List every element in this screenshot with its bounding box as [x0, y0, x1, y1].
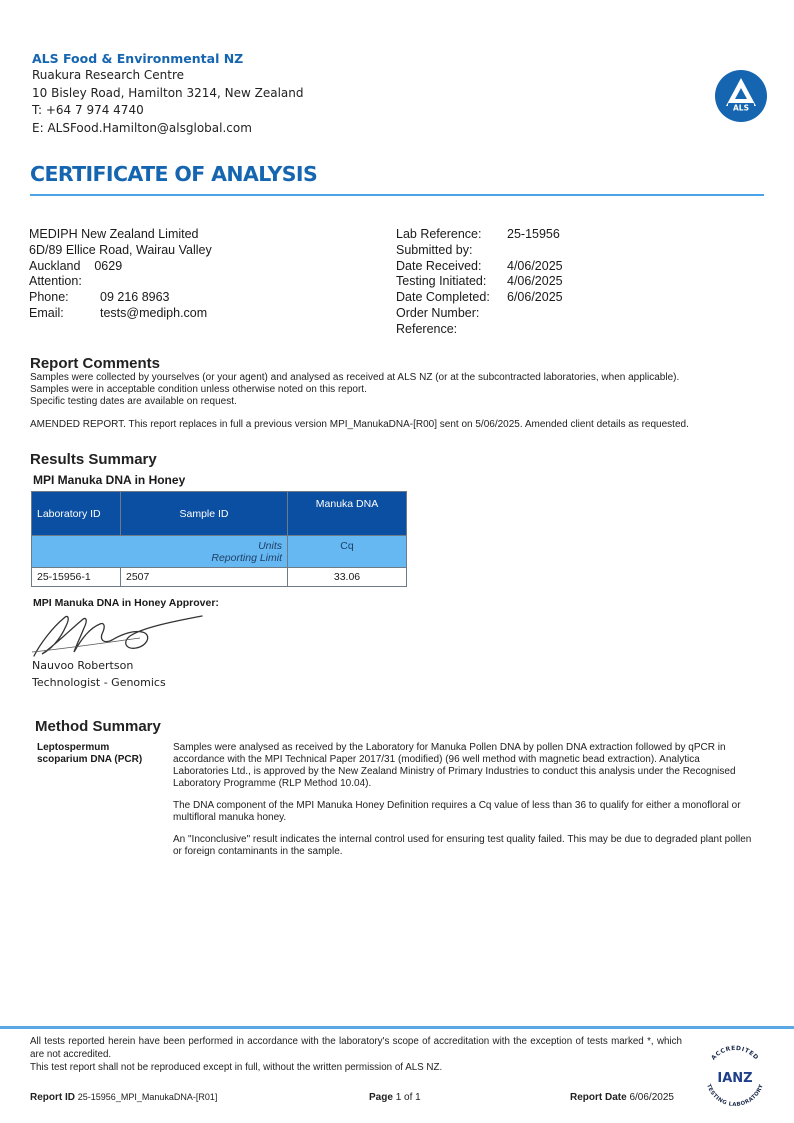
logo-text: ALS [733, 103, 749, 113]
email-label: Email: [29, 305, 64, 320]
comment-line: Samples were in acceptable condition unless otherwise noted on this report. [30, 383, 367, 395]
row-sample-id: 2507 [121, 568, 288, 587]
results-table [31, 491, 407, 587]
method-paragraph: Samples were analysed as received by the Laboratory for Manuka Pollen DNA by pollen DNA extraction followed by qPCR in accordance with the MPI Technical Paper 2017/31 (modified) (96 well method with magnetic bead extraction). Analytica Laboratories Ltd., is approved by the New Zealand Ministry of Primary Industries to conduct this analysis under the Recognised Laboratory Programme (RLP Method 10.04). [173, 742, 736, 789]
col-manuka-dna: Manuka DNA [288, 492, 407, 536]
report-date [570, 1092, 674, 1103]
lab-email: E: ALSFood.Hamilton@alsglobal.com [32, 121, 252, 135]
method-label-line: Leptospermum [37, 742, 110, 753]
col-sample-id: Sample ID [121, 492, 288, 536]
reporting-limit-label: Reporting Limit [211, 551, 282, 564]
comments-heading: Report Comments [30, 355, 161, 372]
als-logo-icon [715, 70, 767, 122]
method-label-line: scoparium DNA (PCR) [37, 754, 143, 765]
client-postcode: 0629 [94, 258, 123, 273]
phone-label: Phone: [29, 290, 69, 305]
received-value: 4/06/2025 [507, 258, 563, 273]
results-subheading: MPI Manuka DNA in Honey [33, 473, 186, 487]
units-label: Units [258, 539, 282, 552]
comments-body [30, 372, 679, 407]
report-date-label: Report Date [570, 1092, 627, 1103]
units-cell [32, 536, 288, 568]
col-laboratory-id: Laboratory ID [32, 492, 121, 536]
approver-name: Nauvoo Robertson [32, 659, 134, 672]
page-title: CERTIFICATE OF ANALYSIS [30, 162, 318, 186]
method-paragraph: The DNA component of the MPI Manuka Honey Definition requires a Cq value of less than 36 to qualify for either a monofloral or multifloral manuka honey. [173, 800, 741, 823]
footer-text [30, 1036, 682, 1075]
page-number [369, 1092, 421, 1103]
results-heading: Results Summary [30, 451, 157, 468]
method-text [173, 742, 753, 868]
approver-role: Technologist - Genomics [32, 676, 166, 689]
header-divider [30, 194, 764, 196]
client-name: MEDIPH New Zealand Limited [29, 227, 199, 241]
comment-line: Samples were collected by yourselves (or your agent) and analysed as received at ALS NZ (or at the subcontracted laboratories, when applicable). [30, 372, 680, 383]
lab-address-line: Ruakura Research Centre [32, 68, 185, 82]
reference-label: Reference: [396, 321, 458, 336]
lab-address-line: 10 Bisley Road, Hamilton 3214, New Zealand [32, 86, 304, 100]
comment-line: Specific testing dates are available on request. [30, 395, 237, 407]
attention-label: Attention: [29, 274, 82, 289]
client-address: 6D/89 Ellice Road, Wairau Valley [29, 242, 212, 257]
unit-value: Cq [288, 536, 407, 568]
row-lab-id: 25-15956-1 [32, 568, 121, 587]
client-details [29, 227, 212, 322]
svg-text:ACCREDITED [710, 1045, 760, 1062]
received-label: Date Received: [396, 258, 482, 273]
table-row [32, 568, 407, 587]
footer-divider [0, 1026, 794, 1029]
completed-label: Date Completed: [396, 290, 490, 305]
initiated-value: 4/06/2025 [507, 274, 563, 289]
row-value: 33.06 [288, 568, 407, 587]
report-id-label: Report ID [30, 1092, 75, 1103]
approver-label: MPI Manuka DNA in Honey Approver: [33, 597, 219, 609]
page-label: Page [369, 1092, 393, 1103]
ianz-bottom-text: TESTING LABORATORY [705, 1083, 765, 1109]
method-label [37, 742, 167, 766]
client-email: tests@mediph.com [100, 305, 208, 320]
report-id [30, 1092, 217, 1103]
submitted-label: Submitted by: [396, 242, 473, 257]
method-heading: Method Summary [35, 718, 161, 735]
ianz-top-text: ACCREDITED [710, 1044, 760, 1062]
ianz-accreditation-icon [700, 1044, 770, 1110]
initiated-label: Testing Initiated: [396, 274, 487, 289]
completed-value: 6/06/2025 [507, 290, 563, 305]
order-label: Order Number: [396, 305, 480, 320]
page-value: 1 of 1 [395, 1092, 421, 1103]
report-id-value: 25-15956_MPI_ManukaDNA-[R01] [77, 1092, 218, 1102]
report-info [396, 227, 563, 338]
client-city: Auckland [29, 258, 81, 273]
footer-reproduction: This test report shall not be reproduced except in full, without the written permission of ALS NZ. [30, 1062, 443, 1073]
ianz-mid-text: IANZ [717, 1071, 753, 1086]
signature-icon [30, 608, 210, 660]
amended-note: AMENDED REPORT. This report replaces in full a previous version MPI_ManukaDNA-[R00] sent on 5/06/2025. Amended client details as requested. [30, 419, 689, 430]
lab-name: ALS Food & Environmental NZ [32, 51, 244, 66]
lab-phone: T: +64 7 974 4740 [32, 103, 144, 117]
svg-text:TESTING LABORATORY [705, 1083, 765, 1108]
footer-accreditation: All tests reported herein have been performed in accordance with the laboratory's scope of accreditation with the exception of tests marked *, which are not accredited. [30, 1036, 682, 1060]
client-phone: 09 216 8963 [100, 290, 170, 305]
lab-ref-value: 25-15956 [507, 227, 560, 241]
method-paragraph: An "Inconclusive" result indicates the internal control used for ensuring test quality failed. This may be due to degraded plant pollen or foreign contaminants in the sample. [173, 834, 752, 857]
report-date-value: 6/06/2025 [629, 1092, 674, 1103]
lab-ref-label: Lab Reference: [396, 227, 482, 241]
